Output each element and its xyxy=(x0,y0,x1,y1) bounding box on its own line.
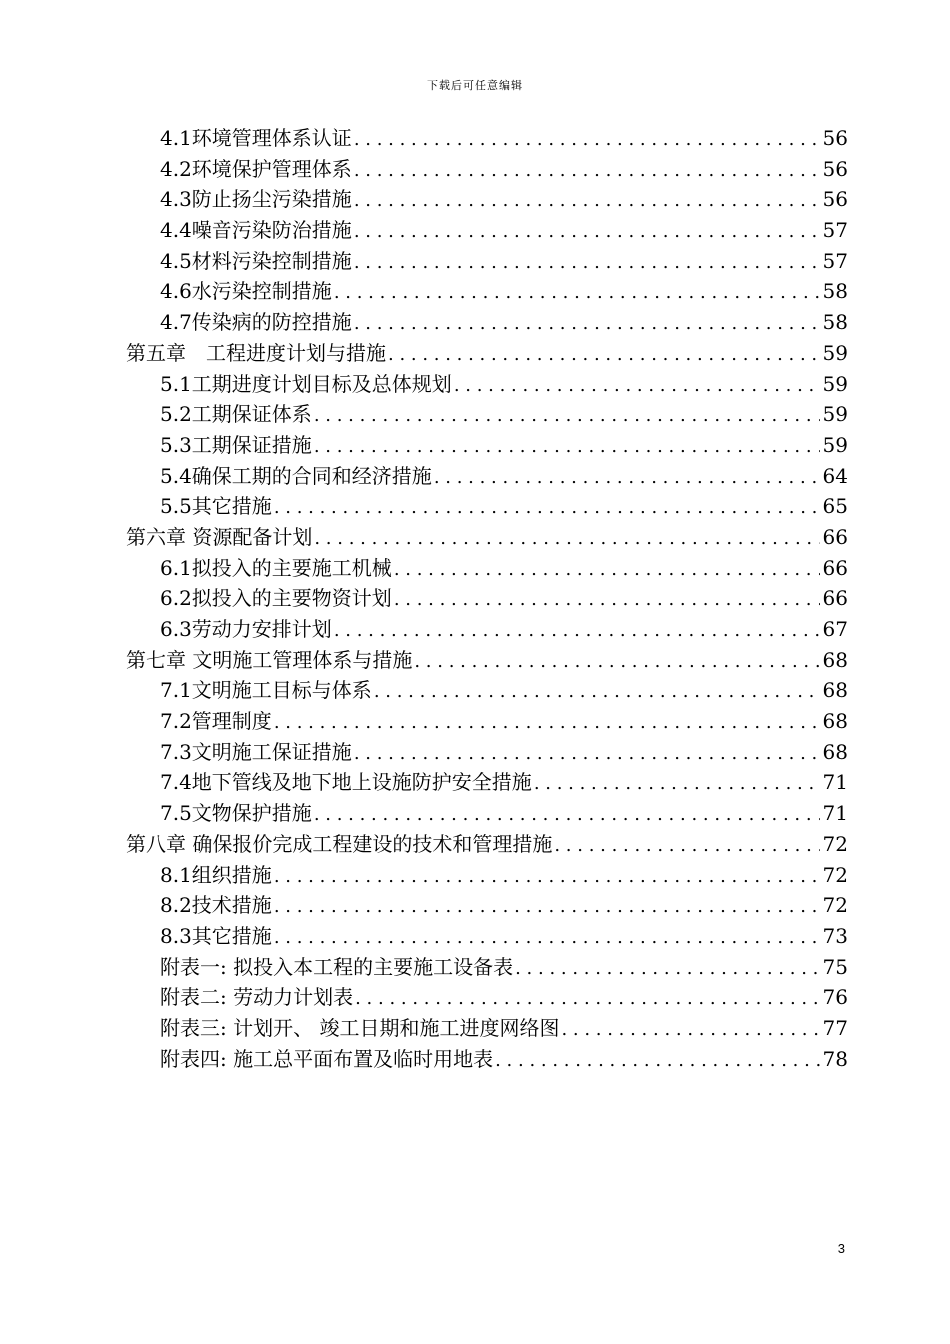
toc-dot-leader xyxy=(334,616,820,647)
toc-dot-leader xyxy=(274,923,820,954)
toc-section-entry[interactable] xyxy=(126,491,848,522)
toc-entry-page: 68 xyxy=(822,709,848,734)
toc-entry-page: 75 xyxy=(822,954,848,979)
toc-dot-leader xyxy=(274,892,820,923)
toc-entry-title: 4.3防止扬尘污染措施 xyxy=(160,187,352,212)
toc-entry-page: 59 xyxy=(822,340,848,365)
toc-dot-leader xyxy=(374,677,820,708)
toc-dot-leader xyxy=(354,739,820,770)
toc-entry-page: 56 xyxy=(822,187,848,212)
toc-section-entry[interactable] xyxy=(126,952,848,983)
toc-entry-title: 5.1工期进度计划目标及总体规划 xyxy=(160,371,452,396)
page-header: 下载后可任意编辑 xyxy=(427,79,523,92)
toc-entry-page: 64 xyxy=(822,463,848,488)
toc-entry-page: 76 xyxy=(822,985,848,1010)
toc-dot-leader xyxy=(314,432,820,463)
toc-dot-leader xyxy=(354,125,820,156)
toc-section-entry[interactable] xyxy=(126,798,848,829)
toc-dot-leader xyxy=(534,769,820,800)
toc-entry-page: 68 xyxy=(822,739,848,764)
toc-section-entry[interactable] xyxy=(126,123,848,154)
toc-entry-title: 7.2管理制度 xyxy=(160,709,272,734)
toc-section-entry[interactable] xyxy=(126,737,848,768)
toc-entry-title: 第八章 确保报价完成工程建设的技术和管理措施 xyxy=(126,831,553,856)
toc-dot-leader xyxy=(354,186,820,217)
toc-entry-page: 58 xyxy=(822,310,848,335)
toc-section-entry[interactable] xyxy=(126,706,848,737)
toc-entry-title: 6.2拟投入的主要物资计划 xyxy=(160,586,392,611)
toc-entry-page: 71 xyxy=(822,770,848,795)
toc-entry-page: 59 xyxy=(822,432,848,457)
toc-entry-page: 57 xyxy=(822,248,848,273)
toc-entry-title: 7.5文物保护措施 xyxy=(160,801,312,826)
toc-section-entry[interactable] xyxy=(126,583,848,614)
page-number: 3 xyxy=(837,1241,845,1256)
toc-section-entry[interactable] xyxy=(126,430,848,461)
toc-section-entry[interactable] xyxy=(126,276,848,307)
toc-dot-leader xyxy=(314,800,820,831)
toc-dot-leader xyxy=(274,862,820,893)
toc-entry-title: 5.3工期保证措施 xyxy=(160,432,312,457)
toc-section-entry[interactable] xyxy=(126,614,848,645)
toc-entry-page: 72 xyxy=(822,831,848,856)
toc-dot-leader xyxy=(495,1046,820,1077)
toc-dot-leader xyxy=(314,524,820,555)
toc-entry-title: 8.1组织措施 xyxy=(160,862,272,887)
toc-section-entry[interactable] xyxy=(126,399,848,430)
toc-section-entry[interactable] xyxy=(126,921,848,952)
toc-dot-leader xyxy=(554,831,820,862)
toc-entry-title: 4.4噪音污染防治措施 xyxy=(160,218,352,243)
toc-entry-page: 59 xyxy=(822,371,848,396)
toc-chapter-entry[interactable] xyxy=(126,522,848,553)
toc-entry-title: 第七章 文明施工管理体系与措施 xyxy=(126,647,413,672)
toc-entry-page: 57 xyxy=(822,218,848,243)
toc-section-entry[interactable] xyxy=(126,246,848,277)
toc-dot-leader xyxy=(561,1015,820,1046)
toc-entry-page: 66 xyxy=(822,586,848,611)
toc-dot-leader xyxy=(394,585,820,616)
toc-dot-leader xyxy=(354,309,820,340)
toc-dot-leader xyxy=(274,708,820,739)
toc-section-entry[interactable] xyxy=(126,307,848,338)
toc-entry-page: 65 xyxy=(822,494,848,519)
toc-entry-title: 5.4确保工期的合同和经济措施 xyxy=(160,463,432,488)
toc-dot-leader xyxy=(454,371,820,402)
toc-entry-title: 6.3劳动力安排计划 xyxy=(160,617,332,641)
toc-entry-title: 附表一: 拟投入本工程的主要施工设备表 xyxy=(160,954,514,979)
toc-section-entry[interactable] xyxy=(126,1013,848,1044)
toc-entry-page: 72 xyxy=(822,862,848,887)
toc-dot-leader xyxy=(334,278,820,309)
toc-section-entry[interactable] xyxy=(126,767,848,798)
toc-dot-leader xyxy=(354,156,820,187)
toc-entry-page: 67 xyxy=(822,617,848,641)
toc-entry-title: 7.4地下管线及地下地上设施防护安全措施 xyxy=(160,770,532,795)
toc-entry-title: 4.7传染病的防控措施 xyxy=(160,310,352,335)
toc-entry-page: 68 xyxy=(822,647,848,672)
toc-dot-leader xyxy=(394,555,820,586)
toc-entry-title: 7.1文明施工目标与体系 xyxy=(160,678,372,703)
toc-entry-page: 58 xyxy=(822,279,848,304)
toc-chapter-entry[interactable] xyxy=(126,338,848,369)
toc-entry-title: 6.1拟投入的主要施工机械 xyxy=(160,555,392,580)
toc-entry-title: 附表二: 劳动力计划表 xyxy=(160,985,354,1010)
toc-entry-title: 附表三: 计划开、 竣工日期和施工进度网络图 xyxy=(160,1015,560,1040)
toc-dot-leader xyxy=(515,954,820,985)
toc-entry-title: 附表四: 施工总平面布置及临时用地表 xyxy=(160,1046,494,1071)
toc-entry-page: 68 xyxy=(822,678,848,703)
toc-entry-page: 78 xyxy=(822,1046,848,1071)
toc-entry-page: 56 xyxy=(822,126,848,150)
toc-entry-title: 7.3文明施工保证措施 xyxy=(160,739,352,764)
toc-dot-leader xyxy=(414,647,820,678)
toc-section-entry[interactable] xyxy=(126,369,848,400)
toc-dot-leader xyxy=(354,217,820,248)
toc-section-entry[interactable] xyxy=(126,890,848,921)
toc-dot-leader xyxy=(314,401,820,432)
toc-section-entry[interactable] xyxy=(126,215,848,246)
toc-entry-page: 66 xyxy=(822,555,848,580)
toc-entry-page: 56 xyxy=(822,156,848,181)
toc-chapter-entry[interactable] xyxy=(126,829,848,860)
toc-entry-page: 66 xyxy=(822,524,848,549)
toc-entry-page: 77 xyxy=(822,1015,848,1040)
toc-section-entry[interactable] xyxy=(126,860,848,891)
toc-section-entry[interactable] xyxy=(126,154,848,185)
toc-entry-title: 4.5材料污染控制措施 xyxy=(160,248,352,273)
toc-entry-title: 4.1环境管理体系认证 xyxy=(160,126,352,150)
toc-dot-leader xyxy=(355,984,820,1015)
toc-section-entry[interactable] xyxy=(126,675,848,706)
toc-entry-page: 71 xyxy=(822,801,848,826)
toc-dot-leader xyxy=(434,463,820,494)
toc-entry-title: 第六章 资源配备计划 xyxy=(126,524,313,549)
toc-entry-title: 4.6水污染控制措施 xyxy=(160,279,332,304)
toc-chapter-entry[interactable] xyxy=(126,645,848,676)
toc-entry-page: 59 xyxy=(822,402,848,427)
toc-entry-title: 4.2环境保护管理体系 xyxy=(160,156,352,181)
toc-section-entry[interactable] xyxy=(126,1044,848,1075)
toc-dot-leader xyxy=(354,248,820,279)
toc-section-entry[interactable] xyxy=(126,982,848,1013)
toc-entry-title: 8.2技术措施 xyxy=(160,893,272,918)
table-of-contents xyxy=(126,123,848,1074)
toc-dot-leader xyxy=(388,340,820,371)
toc-entry-page: 73 xyxy=(822,923,848,948)
toc-entry-title: 第五章 工程进度计划与措施 xyxy=(126,340,386,365)
toc-section-entry[interactable] xyxy=(126,184,848,215)
toc-section-entry[interactable] xyxy=(126,461,848,492)
toc-entry-title: 5.5其它措施 xyxy=(160,494,272,519)
toc-entry-page: 72 xyxy=(822,893,848,918)
toc-section-entry[interactable] xyxy=(126,553,848,584)
toc-entry-title: 5.2工期保证体系 xyxy=(160,402,312,427)
toc-entry-title: 8.3其它措施 xyxy=(160,923,272,948)
toc-dot-leader xyxy=(274,493,820,524)
